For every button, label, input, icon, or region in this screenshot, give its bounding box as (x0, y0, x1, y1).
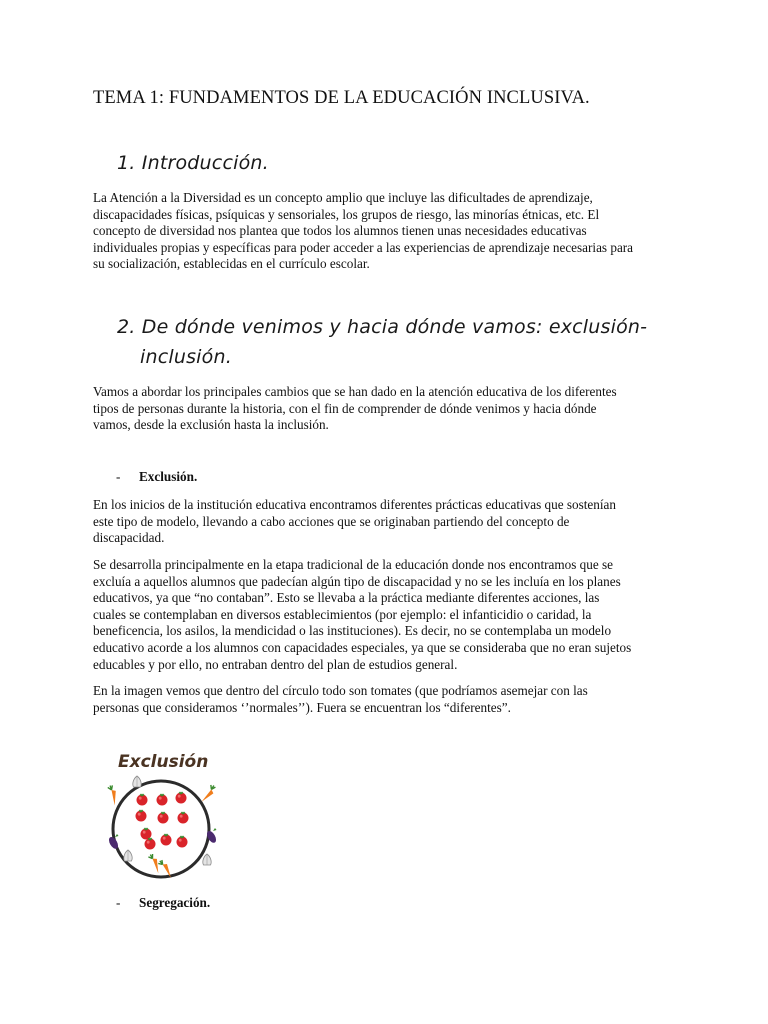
paragraph-exclusion-2 (93, 557, 683, 673)
text-line: educables y por ello, no entraban dentro del plan de estudios general. (93, 656, 458, 672)
text-line: Vamos a abordar los principales cambios que se han dado en la atención educativa de los diferentes (93, 384, 617, 399)
paragraph-exclusion-3 (93, 683, 683, 716)
paragraph-exclusion-1 (93, 497, 683, 547)
text-line: cuales se contemplaban en diversos establecimientos (por ejemplo: el infanticidio o caridad, la (93, 606, 592, 622)
text-line: discapacidad. (93, 530, 165, 546)
text-line: vamos, desde la exclusión hasta la inclusión. (93, 417, 329, 433)
paragraph-section2-intro (93, 384, 683, 434)
text-line: individuales propias y específicas para poder acceder a las experiencias de aprendizaje necesarias para (93, 239, 634, 255)
text-line: personas que consideramos ‘’normales’’). Fuera se encuentran los “diferentes”. (93, 699, 511, 715)
text-line: concepto de diversidad nos plantea que todos los alumnos tienen unas necesidades educativas (93, 223, 587, 239)
bullet-label: Segregación. (139, 895, 211, 910)
document-title: TEMA 1: FUNDAMENTOS DE LA EDUCACIÓN INCLUSIVA. (93, 88, 590, 108)
bullet-exclusion (116, 469, 197, 485)
text-line: discapacidades físicas, psíquicas y sensoriales, los grupos de riesgo, las minorías étnicas, etc. El (93, 206, 600, 222)
text-line: educativos, ya que “no contaban”. Esto se llevaba a la práctica mediante diferentes acciones, las (93, 590, 600, 606)
text-line: este tipo de modelo, llevando a cabo acciones que se originaban partiendo del concepto de (93, 513, 570, 529)
text-line: beneficencia, los asilos, la mendicidad o las instituciones). Es decir, no se contemplaba un modelo (93, 623, 612, 639)
section-heading-exclusion-inclusion: 2. De dónde venimos y hacia dónde vamos: exclusión- (117, 316, 648, 338)
tomato-icon (136, 792, 189, 850)
bullet-dash: - (116, 895, 121, 910)
paragraph-introduccion (93, 190, 683, 273)
bullet-label: Exclusión. (139, 469, 198, 484)
illustration-title: Exclusión (118, 752, 209, 772)
text-line: educativo acorde a los alumnos con capacidades especiales, ya que se consideraba que no eran sujetos (93, 639, 632, 655)
exclusion-illustration (93, 748, 223, 886)
text-line: En los inicios de la institución educativa encontramos diferentes prácticas educativas que sostenían (93, 497, 616, 512)
section-heading-introduccion: 1. Introducción. (117, 152, 269, 174)
text-line: excluía a aquellos alumnos que padecían algún tipo de discapacidad y no se les incluía en los planes (93, 573, 621, 589)
text-line: En la imagen vemos que dentro del círculo todo son tomates (que podríamos asemejar con las (93, 683, 588, 698)
bullet-segregacion (116, 895, 210, 911)
section-heading-exclusion-inclusion-line2: inclusión. (140, 346, 232, 368)
text-line: La Atención a la Diversidad es un concepto amplio que incluye las dificultades de aprendizaje, (93, 190, 593, 205)
text-line: tipos de personas durante la historia, con el fin de comprender de dónde venimos y hacia dónde (93, 400, 597, 416)
text-line: Se desarrolla principalmente en la etapa tradicional de la educación donde nos encontramos que se (93, 557, 613, 572)
text-line: su socialización, establecidas en el currículo escolar. (93, 256, 370, 272)
exclusion-diagram (93, 748, 223, 886)
bullet-dash: - (116, 469, 121, 484)
